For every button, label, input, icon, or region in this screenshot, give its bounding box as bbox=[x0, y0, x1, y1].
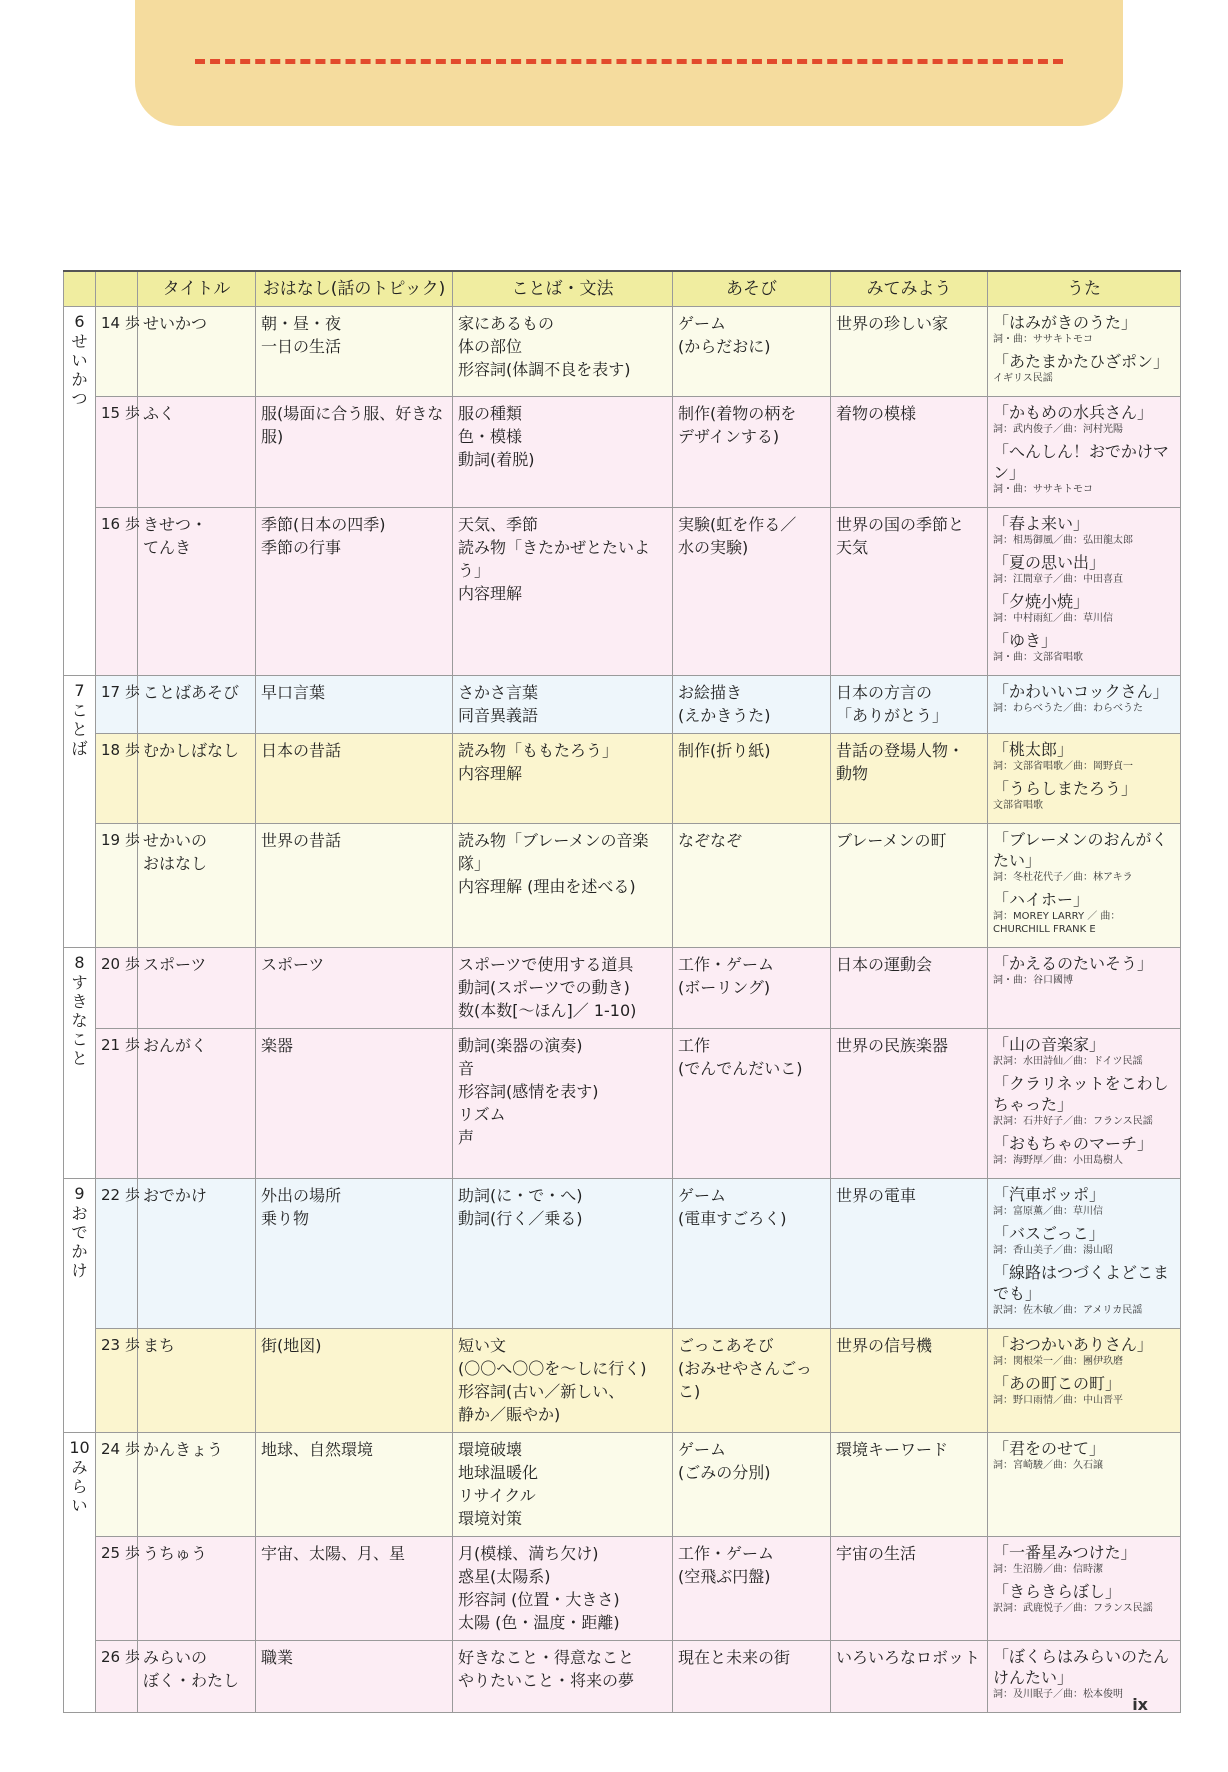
cell-line: ふく bbox=[143, 404, 176, 423]
step-cell: 20 歩 bbox=[96, 948, 138, 1029]
cell-line: うちゅう bbox=[143, 1544, 208, 1563]
step-cell: 25 歩 bbox=[96, 1537, 138, 1641]
song-credit: イギリス民謡 bbox=[993, 373, 1053, 384]
table-header-row bbox=[64, 271, 1181, 307]
cell-line: 音 bbox=[458, 1059, 475, 1078]
unit-number: 7 bbox=[74, 681, 85, 700]
table-row bbox=[64, 1329, 1181, 1433]
song-credit: 訳詞：水田詩仙／曲：ドイツ民謡 bbox=[993, 1056, 1143, 1067]
song-credit: 詞：わらべうた／曲：わらべうた bbox=[993, 703, 1143, 714]
cell-line: 読み物「ブレーメンの音楽隊」 bbox=[458, 831, 649, 873]
unit-number: 6 bbox=[74, 312, 85, 331]
table-row bbox=[64, 1029, 1181, 1179]
cell-line: 動物 bbox=[836, 764, 869, 783]
topic-cell bbox=[256, 676, 453, 734]
song-title: 「汽車ポッポ」 bbox=[993, 1185, 1106, 1204]
cell-line: 「ありがとう」 bbox=[836, 706, 949, 725]
cell-line: スポーツ bbox=[143, 955, 207, 974]
cell-line: 日本の方言の bbox=[836, 683, 933, 702]
cell-line: 制作(折り紙) bbox=[678, 741, 771, 760]
song-title: 「かわいいコックさん」 bbox=[993, 682, 1169, 701]
cell-line: 形容詞(古い／新しい、 bbox=[458, 1382, 625, 1401]
songs-cell bbox=[988, 676, 1181, 734]
cell-line: (空飛ぶ円盤) bbox=[678, 1567, 771, 1586]
cell-line: 乗り物 bbox=[261, 1209, 310, 1228]
cell-line: おはなし bbox=[143, 854, 208, 873]
cell-line: 宇宙の生活 bbox=[836, 1544, 917, 1563]
topic-cell bbox=[256, 1641, 453, 1713]
unit-number: 10 bbox=[69, 1438, 90, 1457]
unit-number: 9 bbox=[74, 1184, 85, 1203]
song-credit: 詞：宮崎駿／曲：久石譲 bbox=[993, 1460, 1103, 1471]
cell-line: 体の部位 bbox=[458, 337, 523, 356]
cell-line: 服(場面に合う服、好きな服) bbox=[261, 404, 444, 446]
song-title: 「ブレーメンのおんがくたい」 bbox=[993, 830, 1168, 870]
cell-line: おでかけ bbox=[143, 1186, 207, 1205]
topic-cell bbox=[256, 948, 453, 1029]
song-title: 「はみがきのうた」 bbox=[993, 313, 1138, 332]
song-title: 「ゆき」 bbox=[993, 631, 1058, 650]
step-cell: 14 歩 bbox=[96, 307, 138, 397]
cell-line: デザインする) bbox=[678, 427, 780, 446]
cell-line: 世界の民族楽器 bbox=[836, 1036, 949, 1055]
topic-cell bbox=[256, 1029, 453, 1179]
lesson-title-cell bbox=[138, 1029, 256, 1179]
lesson-title-cell bbox=[138, 307, 256, 397]
cell-line: 街(地図) bbox=[261, 1336, 322, 1355]
song-title: 「ぼくらはみらいのたんけんたい」 bbox=[993, 1647, 1170, 1687]
cell-line: 世界の信号機 bbox=[836, 1336, 933, 1355]
song-title: 「へんしん！おでかけマン」 bbox=[993, 442, 1169, 482]
lesson-title-cell bbox=[138, 948, 256, 1029]
table-row bbox=[64, 1537, 1181, 1641]
lesson-title-cell bbox=[138, 676, 256, 734]
cell-line: 昔話の登場人物・ bbox=[836, 741, 965, 760]
step-cell: 16 歩 bbox=[96, 508, 138, 676]
cell-line: 早口言葉 bbox=[261, 683, 326, 702]
cell-line: 天気、季節 bbox=[458, 515, 539, 534]
cell-line: ぼく・わたし bbox=[143, 1671, 240, 1690]
song-credit: 詞：中村雨紅／曲：草川信 bbox=[993, 613, 1113, 624]
header-banner bbox=[135, 0, 1123, 126]
unit-cell bbox=[64, 1179, 96, 1433]
cell-line: 職業 bbox=[261, 1648, 294, 1667]
song-credit: 詞：及川眠子／曲：松本俊明 bbox=[993, 1689, 1123, 1700]
cell-line: (ボーリング) bbox=[678, 978, 771, 997]
step-cell: 15 歩 bbox=[96, 397, 138, 508]
see-cell bbox=[831, 948, 988, 1029]
cell-line: 制作(着物の柄を bbox=[678, 404, 797, 423]
songs-cell bbox=[988, 508, 1181, 676]
song-credit: 詞・曲：ササキトモコ bbox=[993, 334, 1093, 345]
cell-line: 工作 bbox=[678, 1036, 711, 1055]
table-row bbox=[64, 508, 1181, 676]
lesson-title-cell bbox=[138, 1641, 256, 1713]
cell-line: さかさ言葉 bbox=[458, 683, 539, 702]
songs-cell bbox=[988, 1329, 1181, 1433]
table-row bbox=[64, 1641, 1181, 1713]
header-words: ことば・文法 bbox=[453, 271, 673, 307]
header-unit bbox=[64, 271, 96, 307]
cell-line: 動詞(着脱) bbox=[458, 450, 535, 469]
cell-line: せいかつ bbox=[143, 314, 208, 333]
song-credit: 詞：香山美子／曲：湯山昭 bbox=[993, 1245, 1113, 1256]
cell-line: ごっこあそび bbox=[678, 1336, 774, 1355]
cell-line: 日本の運動会 bbox=[836, 955, 933, 974]
cell-line: 家にあるもの bbox=[458, 314, 555, 333]
cell-line: かんきょう bbox=[143, 1440, 224, 1459]
cell-line: リサイクル bbox=[458, 1486, 536, 1505]
cell-line: 内容理解 bbox=[458, 584, 523, 603]
unit-cell bbox=[64, 676, 96, 948]
header-step bbox=[96, 271, 138, 307]
see-cell bbox=[831, 307, 988, 397]
table-row bbox=[64, 734, 1181, 824]
play-cell bbox=[673, 734, 831, 824]
step-cell: 24 歩 bbox=[96, 1433, 138, 1537]
song-credit: 詞：野口雨情／曲：中山晋平 bbox=[993, 1395, 1123, 1406]
song-title: 「あの町この町」 bbox=[993, 1374, 1122, 1393]
song-title: 「夏の思い出」 bbox=[993, 553, 1106, 572]
cell-line: 外出の場所 bbox=[261, 1186, 342, 1205]
lesson-title-cell bbox=[138, 508, 256, 676]
song-title: 「きらきらぼし」 bbox=[993, 1582, 1122, 1601]
cell-line: 内容理解 bbox=[458, 764, 523, 783]
play-cell bbox=[673, 676, 831, 734]
song-credit: 詞・曲：ササキトモコ bbox=[993, 484, 1093, 495]
cell-line: 色・模様 bbox=[458, 427, 523, 446]
topic-cell bbox=[256, 397, 453, 508]
words-grammar-cell bbox=[453, 307, 673, 397]
songs-cell bbox=[988, 734, 1181, 824]
cell-line: 内容理解 (理由を述べる) bbox=[458, 877, 636, 896]
words-grammar-cell bbox=[453, 1179, 673, 1329]
lesson-title-cell bbox=[138, 1329, 256, 1433]
unit-cell bbox=[64, 1433, 96, 1713]
cell-line: お絵描き bbox=[678, 683, 743, 702]
page-number: ix bbox=[1132, 1695, 1148, 1714]
song-credit: 詞：冬杜花代子／曲：林アキラ bbox=[993, 872, 1133, 883]
cell-line: 季節(日本の四季) bbox=[261, 515, 386, 534]
step-cell: 26 歩 bbox=[96, 1641, 138, 1713]
song-title: 「かもめの水兵さん」 bbox=[993, 403, 1154, 422]
play-cell bbox=[673, 948, 831, 1029]
words-grammar-cell bbox=[453, 1329, 673, 1433]
topic-cell bbox=[256, 734, 453, 824]
see-cell bbox=[831, 824, 988, 948]
songs-cell bbox=[988, 824, 1181, 948]
play-cell bbox=[673, 824, 831, 948]
cell-line: (からだおに) bbox=[678, 337, 771, 356]
cell-line: 動詞(楽器の演奏) bbox=[458, 1036, 583, 1055]
see-cell bbox=[831, 734, 988, 824]
see-cell bbox=[831, 1433, 988, 1537]
unit-cell bbox=[64, 948, 96, 1179]
song-credit: 訳詞：武鹿悦子／曲：フランス民謡 bbox=[993, 1603, 1153, 1614]
cell-line: 形容詞(感情を表す) bbox=[458, 1082, 599, 1101]
cell-line: 形容詞(体調不良を表す) bbox=[458, 360, 631, 379]
song-title: 「バスごっこ」 bbox=[993, 1224, 1105, 1243]
cell-line: みらいの bbox=[143, 1648, 208, 1667]
cell-line: 楽器 bbox=[261, 1036, 294, 1055]
topic-cell bbox=[256, 1537, 453, 1641]
topic-cell bbox=[256, 307, 453, 397]
lesson-title-cell bbox=[138, 734, 256, 824]
words-grammar-cell bbox=[453, 1029, 673, 1179]
song-title: 「ハイホー」 bbox=[993, 890, 1090, 909]
cell-line: 読み物「ももたろう」 bbox=[458, 741, 619, 760]
topic-cell bbox=[256, 1179, 453, 1329]
play-cell bbox=[673, 397, 831, 508]
song-credit: 詞：相馬御風／曲：弘田龍太郎 bbox=[993, 535, 1133, 546]
topic-cell bbox=[256, 1433, 453, 1537]
song-title: 「春よ来い」 bbox=[993, 514, 1090, 533]
words-grammar-cell bbox=[453, 1433, 673, 1537]
cell-line: 天気 bbox=[836, 538, 869, 557]
song-credit: 訳詞：石井好子／曲：フランス民謡 bbox=[993, 1116, 1153, 1127]
play-cell bbox=[673, 1029, 831, 1179]
see-cell bbox=[831, 1537, 988, 1641]
cell-line: 声 bbox=[458, 1128, 475, 1147]
words-grammar-cell bbox=[453, 734, 673, 824]
cell-line: 環境破壊 bbox=[458, 1440, 523, 1459]
song-credit: 詞：文部省唱歌／曲：岡野貞一 bbox=[993, 761, 1133, 772]
play-cell bbox=[673, 1537, 831, 1641]
unit-title: すきなこと bbox=[71, 973, 88, 1068]
banner-dashed-line bbox=[195, 59, 1063, 64]
words-grammar-cell bbox=[453, 508, 673, 676]
cell-line: 工作・ゲーム bbox=[678, 955, 775, 974]
header-see: みてみよう bbox=[831, 271, 988, 307]
curriculum-table bbox=[63, 270, 1181, 1713]
table-row bbox=[64, 397, 1181, 508]
cell-line: 服の種類 bbox=[458, 404, 523, 423]
header-songs: うた bbox=[988, 271, 1181, 307]
cell-line: いろいろなロボット bbox=[836, 1648, 981, 1667]
cell-line: 日本の昔話 bbox=[261, 741, 342, 760]
song-credit: 詞：MOREY LARRY ／ 曲：CHURCHILL FRANK E bbox=[993, 911, 1121, 935]
song-title: 「かえるのたいそう」 bbox=[993, 954, 1154, 973]
cell-line: 形容詞 (位置・大きさ) bbox=[458, 1590, 620, 1609]
song-title: 「クラリネットをこわしちゃった」 bbox=[993, 1074, 1169, 1114]
see-cell bbox=[831, 508, 988, 676]
lesson-title-cell bbox=[138, 1433, 256, 1537]
cell-line: (でんでんだいこ) bbox=[678, 1059, 803, 1078]
song-title: 「山の音楽家」 bbox=[993, 1035, 1106, 1054]
cell-line: 助詞(に・で・へ) bbox=[458, 1186, 583, 1205]
song-credit: 詞：江間章子／曲：中田喜直 bbox=[993, 574, 1123, 585]
cell-line: ゲーム bbox=[678, 1440, 727, 1459]
cell-line: 環境対策 bbox=[458, 1509, 523, 1528]
songs-cell bbox=[988, 1433, 1181, 1537]
cell-line: 季節の行事 bbox=[261, 538, 342, 557]
unit-title: おでかけ bbox=[71, 1204, 88, 1280]
play-cell bbox=[673, 1433, 831, 1537]
cell-line: 好きなこと・得意なこと bbox=[458, 1648, 635, 1667]
cell-line: 環境キーワード bbox=[836, 1440, 949, 1459]
cell-line: (ごみの分別) bbox=[678, 1463, 771, 1482]
song-title: 「あたまかたひざポン」 bbox=[993, 352, 1170, 371]
header-play: あそび bbox=[673, 271, 831, 307]
song-title: 「線路はつづくよどこまでも」 bbox=[993, 1263, 1170, 1303]
cell-line: なぞなぞ bbox=[678, 831, 743, 850]
step-cell: 23 歩 bbox=[96, 1329, 138, 1433]
song-title: 「おつかいありさん」 bbox=[993, 1335, 1153, 1354]
song-credit: 詞：富原薫／曲：草川信 bbox=[993, 1206, 1103, 1217]
cell-line: 短い文 bbox=[458, 1336, 507, 1355]
song-title: 「一番星みつけた」 bbox=[993, 1543, 1137, 1562]
cell-line: まち bbox=[143, 1336, 176, 1355]
table-row bbox=[64, 948, 1181, 1029]
song-credit: 詞・曲：谷口國博 bbox=[993, 975, 1073, 986]
see-cell bbox=[831, 1329, 988, 1433]
words-grammar-cell bbox=[453, 676, 673, 734]
cell-line: 地球、自然環境 bbox=[261, 1440, 374, 1459]
see-cell bbox=[831, 1029, 988, 1179]
cell-line: 同音異義語 bbox=[458, 706, 539, 725]
songs-cell bbox=[988, 307, 1181, 397]
table-row bbox=[64, 1179, 1181, 1329]
cell-line: せかいの bbox=[143, 831, 208, 850]
play-cell bbox=[673, 307, 831, 397]
see-cell bbox=[831, 397, 988, 508]
songs-cell bbox=[988, 1029, 1181, 1179]
cell-line: 地球温暖化 bbox=[458, 1463, 539, 1482]
song-credit: 詞：海野厚／曲：小田島樹人 bbox=[993, 1155, 1123, 1166]
cell-line: 太陽 (色・温度・距離) bbox=[458, 1613, 620, 1632]
song-title: 「うらしまたろう」 bbox=[993, 779, 1138, 798]
cell-line: ブレーメンの町 bbox=[836, 831, 947, 850]
cell-line: きせつ・ bbox=[143, 515, 208, 534]
step-cell: 22 歩 bbox=[96, 1179, 138, 1329]
cell-line: 世界の国の季節と bbox=[836, 515, 965, 534]
words-grammar-cell bbox=[453, 397, 673, 508]
cell-line: ゲーム bbox=[678, 1186, 727, 1205]
song-credit: 詞：関根栄一／曲：團伊玖磨 bbox=[993, 1356, 1123, 1367]
header-title: タイトル bbox=[138, 271, 256, 307]
cell-line: 朝・昼・夜 bbox=[261, 314, 342, 333]
unit-title: せいかつ bbox=[71, 332, 88, 408]
step-cell: 18 歩 bbox=[96, 734, 138, 824]
cell-line: 惑星(太陽系) bbox=[458, 1567, 551, 1586]
song-credit: 訳詞：佐木敏／曲：アメリカ民謡 bbox=[993, 1305, 1143, 1316]
cell-line: ゲーム bbox=[678, 314, 727, 333]
unit-cell bbox=[64, 307, 96, 676]
cell-line: 一日の生活 bbox=[261, 337, 342, 356]
song-credit: 詞：武内俊子／曲：河村光陽 bbox=[993, 424, 1123, 435]
song-title: 「君をのせて」 bbox=[993, 1439, 1106, 1458]
lesson-title-cell bbox=[138, 1179, 256, 1329]
cell-line: 着物の模様 bbox=[836, 404, 917, 423]
words-grammar-cell bbox=[453, 824, 673, 948]
cell-line: 動詞(行く／乗る) bbox=[458, 1209, 583, 1228]
unit-number: 8 bbox=[74, 953, 85, 972]
see-cell bbox=[831, 676, 988, 734]
words-grammar-cell bbox=[453, 1641, 673, 1713]
cell-line: 読み物「きたかぜとたいよう」 bbox=[458, 538, 651, 580]
play-cell bbox=[673, 1179, 831, 1329]
songs-cell bbox=[988, 1537, 1181, 1641]
header-topic: おはなし(話のトピック) bbox=[256, 271, 453, 307]
cell-line: ことばあそび bbox=[143, 683, 240, 702]
topic-cell bbox=[256, 508, 453, 676]
play-cell bbox=[673, 1641, 831, 1713]
unit-title: ことば bbox=[71, 701, 88, 758]
table-row bbox=[64, 307, 1181, 397]
cell-line: 宇宙、太陽、月、星 bbox=[261, 1544, 406, 1563]
cell-line: 数(本数[〜ほん]／ 1-10) bbox=[458, 1001, 637, 1020]
cell-line: リズム bbox=[458, 1105, 506, 1124]
cell-line: 静か／賑やか) bbox=[458, 1405, 561, 1424]
cell-line: 現在と未来の街 bbox=[678, 1648, 791, 1667]
topic-cell bbox=[256, 1329, 453, 1433]
cell-line: やりたいこと・将来の夢 bbox=[458, 1671, 635, 1690]
cell-line: 世界の珍しい家 bbox=[836, 314, 949, 333]
table-row bbox=[64, 1433, 1181, 1537]
lesson-title-cell bbox=[138, 824, 256, 948]
cell-line: 世界の電車 bbox=[836, 1186, 917, 1205]
table-row bbox=[64, 824, 1181, 948]
cell-line: むかしばなし bbox=[143, 741, 240, 760]
cell-line: 動詞(スポーツでの動き) bbox=[458, 978, 630, 997]
cell-line: (えかきうた) bbox=[678, 706, 771, 725]
cell-line: スポーツで使用する道具 bbox=[458, 955, 634, 974]
cell-line: (電車すごろく) bbox=[678, 1209, 787, 1228]
songs-cell bbox=[988, 397, 1181, 508]
cell-line: スポーツ bbox=[261, 955, 325, 974]
table-row bbox=[64, 676, 1181, 734]
cell-line: (おみせやさんごっこ) bbox=[678, 1359, 812, 1401]
cell-line: (〇〇へ〇〇を〜しに行く) bbox=[458, 1359, 647, 1378]
cell-line: 実験(虹を作る／ bbox=[678, 515, 797, 534]
step-cell: 17 歩 bbox=[96, 676, 138, 734]
song-title: 「おもちゃのマーチ」 bbox=[993, 1134, 1154, 1153]
play-cell bbox=[673, 1329, 831, 1433]
song-credit: 詞：生沼勝／曲：信時潔 bbox=[993, 1564, 1103, 1575]
step-cell: 21 歩 bbox=[96, 1029, 138, 1179]
step-cell: 19 歩 bbox=[96, 824, 138, 948]
song-credit: 詞・曲：文部省唱歌 bbox=[993, 652, 1083, 663]
songs-cell bbox=[988, 1179, 1181, 1329]
words-grammar-cell bbox=[453, 948, 673, 1029]
lesson-title-cell bbox=[138, 397, 256, 508]
words-grammar-cell bbox=[453, 1537, 673, 1641]
cell-line: 工作・ゲーム bbox=[678, 1544, 775, 1563]
cell-line: 月(模様、満ち欠け) bbox=[458, 1544, 599, 1563]
see-cell bbox=[831, 1179, 988, 1329]
unit-title: みらい bbox=[71, 1458, 88, 1515]
cell-line: てんき bbox=[143, 538, 192, 557]
play-cell bbox=[673, 508, 831, 676]
cell-line: 世界の昔話 bbox=[261, 831, 342, 850]
cell-line: 水の実験) bbox=[678, 538, 749, 557]
lesson-title-cell bbox=[138, 1537, 256, 1641]
cell-line: おんがく bbox=[143, 1036, 208, 1055]
song-title: 「夕焼小焼」 bbox=[993, 592, 1090, 611]
songs-cell bbox=[988, 1641, 1181, 1713]
topic-cell bbox=[256, 824, 453, 948]
song-title: 「桃太郎」 bbox=[993, 740, 1074, 759]
song-credit: 文部省唱歌 bbox=[993, 800, 1043, 811]
songs-cell bbox=[988, 948, 1181, 1029]
see-cell bbox=[831, 1641, 988, 1713]
